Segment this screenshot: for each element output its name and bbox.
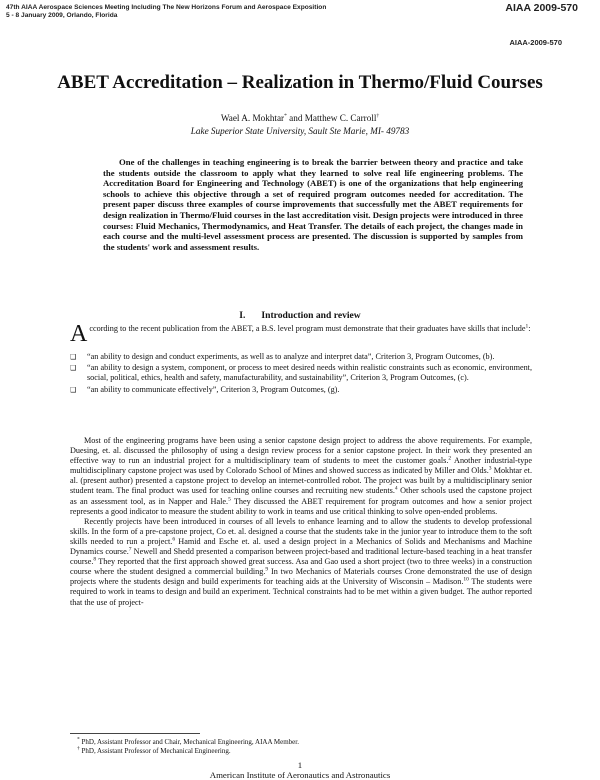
conference-date-location: 5 - 8 January 2009, Orlando, Florida [6,12,118,19]
list-item [70,363,532,383]
text-run: The students were required to work in teams to design and build an experiment. Technical constraints had to be met within a given budget. The author reported that the use of project- [70,577,533,607]
paper-title: ABET Accreditation – Realization in Thermo/Fluid Courses [57,72,543,93]
organization-footer: American Institute of Aeronautics and Astronautics [209,770,391,780]
footnote-text: PhD, Assistant Professor of Mechanical Engineering. [79,746,231,755]
ref-7: 7 [128,546,132,553]
footnote-text: PhD, Assistant Professor and Chair, Mechanical Engineering, AIAA Member. [79,738,299,746]
footnote [70,738,532,747]
ref-3: 3 [488,465,492,472]
text-run: Another industrial-type multidisciplinary capstone project was used by Colorado School of Mines and showed success as indicated by Miller and Olds. [70,456,532,476]
list-item-text: “an ability to communicate effectively”, Criterion 3, Program Outcomes, (g). [87,384,340,394]
section-title: Introduction and review [261,310,361,321]
checkbox-bullet-icon: ❑ [70,385,77,394]
footnote-mark: * [77,736,80,743]
list-item [70,352,532,362]
ref-5: 5 [228,495,231,502]
conference-header [6,4,326,20]
author-1: Wael A. Mokhtar [220,113,285,123]
ref-2: 2 [448,455,452,462]
list-item-text: “an ability to design and conduct experiments, as well as to analyze and interpret data”, Criterion 3, Program Outcomes, (b). [87,352,495,361]
text-run: Hamid and Esche et. al. used a design project in a Mechanics of Solids and Mechanisms and Machine Dynamics course. [70,536,532,557]
page-number: 1 [297,760,303,770]
intro-colon: : [528,324,531,333]
ref-1: 1 [525,323,529,330]
text-run: Most of the engineering programs have been using a senior capstone design project to address the above requirements. For example, Duesing, et. al. discussed the philosophy of using a design review process for a senior capstone project. In their work they presented an effective way to run an industrial project for a multidisciplinary team of students to meet the customer goals. [70,436,532,466]
body-text [70,436,532,608]
ref-6: 6 [172,536,176,543]
outcomes-list [70,352,532,396]
checkbox-bullet-icon: ❑ [70,353,77,361]
ref-10: 10 [463,576,469,583]
footnote [70,747,532,756]
intro-paragraph [70,321,532,347]
ref-8: 8 [93,556,97,563]
footnote-divider [70,733,200,734]
paper-number-inner: AIAA-2009-570 [509,38,562,47]
footnotes [70,738,532,755]
ref-9: 9 [265,566,269,573]
text-run: In two Mechanics of Materials courses Crone demonstrated the use of design projects where the students design and build experiments for teaching aids at the University of Wisconsin – Madison. [70,567,532,587]
intro-text: ccording to the recent publication from the ABET, a B.S. level program must demonstrate that their graduates have skills that include [89,324,526,333]
list-item [70,385,532,395]
conference-name: 47th AIAA Aerospace Sciences Meeting Including The New Horizons Forum and Aerospace Exposition [6,4,327,11]
text-run: Recently projects have been introduced in courses of all levels to enhance learning and to allow the students to develop professional skills. In the form of a pre-capstone project, Co et. al. designed a course that the students take in the junior year to introduce them to the soft skills needed to run a project. [70,516,532,546]
affiliation: Lake Superior State University, Sault Ste Marie, MI- 49783 [190,126,410,136]
text-run: They reported that the first approach showed great success. Asa and Gao used a short project (two to three weeks) in a construction course where the student designed a commercial building. [70,557,532,577]
paper-number: AIAA 2009-570 [505,2,578,14]
paragraph-projects [70,517,532,608]
author-1-footnote-mark: * [284,112,287,119]
author-2: Matthew C. Carroll [304,113,377,123]
list-item-text: “an ability to design a system, component, or process to meet desired needs within realistic constraints such as economic, environment, social, political, ethics, health and safety, manufacturability, and sustainability”, Criterion 3, Program Outcomes, (c). [87,363,532,383]
paragraph-capstone [70,436,532,517]
drop-cap: A [70,321,88,347]
ref-4: 4 [394,485,398,492]
text-run: Other schools used the capstone project as an assessment tool, as in Napper and Hale. [70,486,533,506]
author-line [0,113,600,123]
section-heading [0,310,600,321]
text-run: They discussed the ABET requirement for program outcomes and how a senior project represents a good indicator to measure the student ability to work in teams and use critical thinking to solve open-ended problems. [70,496,532,516]
text-run: Mokhtar et. al. (present author) presented a capstone project to develop an internet-controlled robot. The project was built by a multidisciplinary senior student team. The final product was used for teaching online courses and recruiting new students. [70,466,532,496]
text-run: Newell and Shedd presented a comparison between project-based and traditional lecture-based teaching in a heat transfer course. [70,547,533,567]
section-number: I. [239,310,246,321]
footnote-mark: † [77,745,80,752]
abstract: One of the challenges in teaching engineering is to break the barrier between theory and practice and take the students outside the classroom to apply what they learned to solve real life engineering problems. The Accreditation Board for Engineering and Technology (ABET) is one of the organizations that help engineering schools to achieve this objective through a set of required program outcomes needed for accreditation. The present paper discuss three examples of course improvements that successfully met the ABET requirements for design realization in Thermo/Fluid courses in the last accreditation visit. Design projects were introduced in three courses: Fluid Mechanics, Thermodynamics, and Heat Transfer. The details of each project, the changes made in each course and the multi-level assessment process are presented. The discussion is supported by samples from the students' work and assessment results. [103,157,523,252]
author-2-footnote-mark: † [376,112,380,119]
author-conjunction: and [289,113,303,123]
checkbox-bullet-icon: ❑ [70,364,77,373]
